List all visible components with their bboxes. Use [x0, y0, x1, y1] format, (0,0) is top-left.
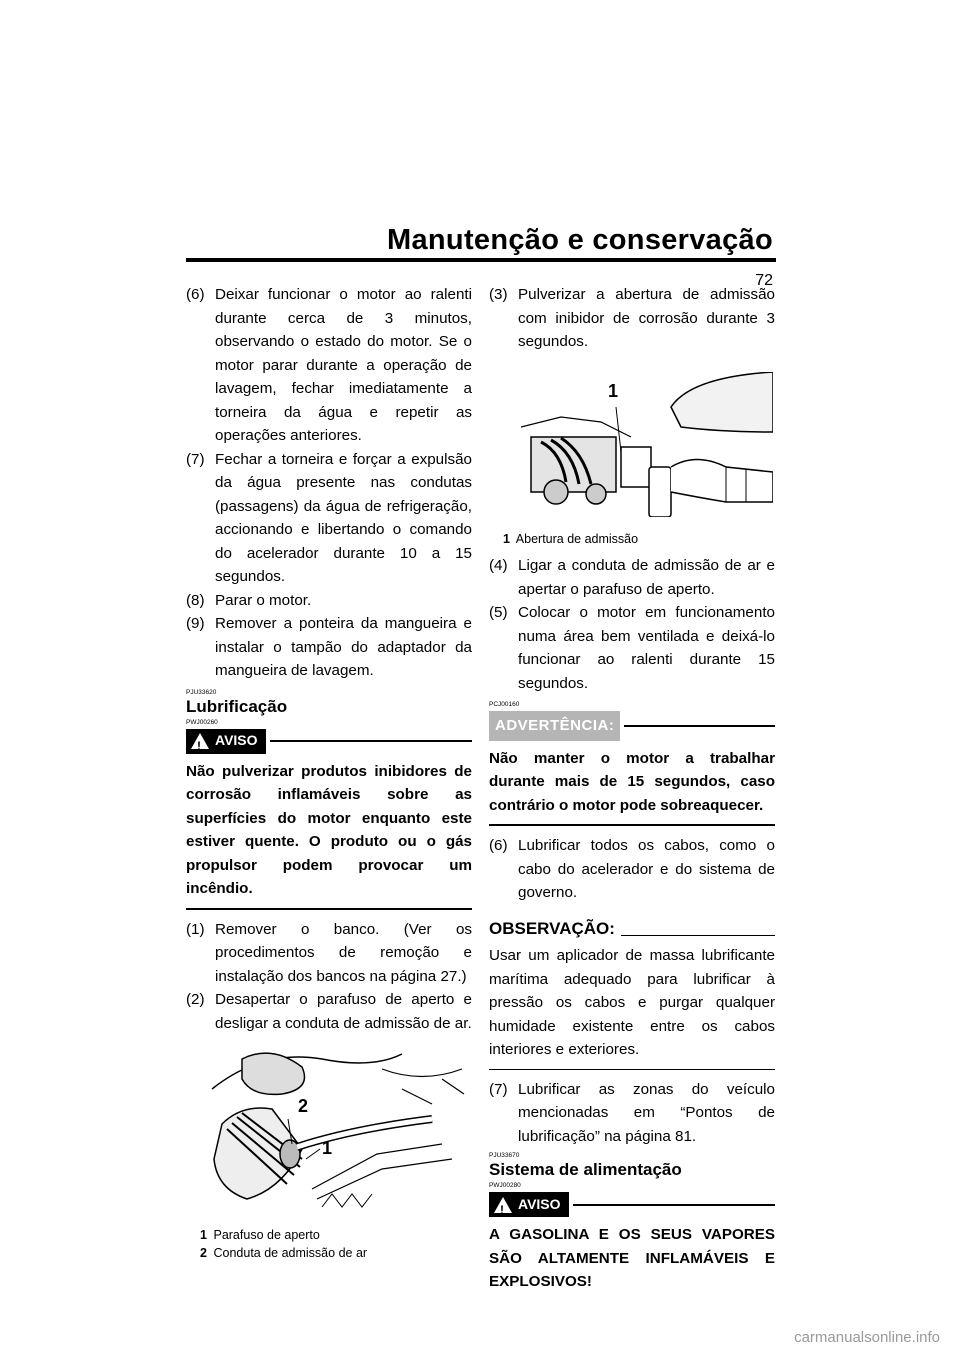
engine-illustration [202, 1049, 470, 1214]
note-header [489, 917, 775, 941]
step-item: (5) Colocar o motor em funcionamento numa área bem ventilada e deixá-lo funcionar ao ralenti durante 15 segundos. [489, 604, 775, 692]
divider [270, 740, 472, 742]
warning-header [186, 729, 472, 754]
step-item: (8) Parar o motor. [186, 591, 312, 609]
title-rule [186, 258, 776, 262]
warning-triangle-icon [191, 733, 209, 749]
warning-header [489, 1192, 775, 1217]
page-title: Manutenção e conservação [387, 224, 773, 256]
warning-text: A GASOLINA E OS SEUS VAPORES SÃO ALTAMENTE INFLAMÁVEIS E EXPLOSIVOS! [489, 1226, 775, 1290]
page-number: 72 [755, 272, 773, 289]
caution-text: Não manter o motor a trabalhar durante mais de 15 segundos, caso contrário o motor pode sobreaquecer. [489, 747, 775, 827]
note-text: Usar um aplicador de massa lubrificante marítima adequado para lubrificar à pressão os cabos e purgar qualquer humidade existente entre os cabos interiores e exteriores. [489, 944, 775, 1070]
warning-badge: ! AVISO [186, 729, 266, 754]
section-code: PJU33670 [489, 1152, 520, 1159]
caution-code: PCJ00160 [489, 701, 520, 708]
right-column [489, 283, 775, 1294]
section-title-alimentacao: Sistema de alimentação [489, 1160, 682, 1179]
figure-caption: 1 Parafuso de aperto 2 Conduta de admissão de ar [200, 1227, 368, 1260]
warning-text: Não pulverizar produtos inibidores de corrosão inflamáveis sobre as superfícies do motor enquanto este estiver quente. O produto ou o gás propulsor podem provocar um incêndio. [186, 760, 472, 910]
step-item: (7) Lubrificar as zonas do veículo mencionadas em “Pontos de lubrificação” na página 81. [489, 1080, 775, 1145]
caution-header [489, 711, 775, 741]
section-code: PJU33620 [186, 688, 217, 696]
watermark: carmanualsonline.info [794, 1329, 940, 1346]
step-item: (7) Fechar a torneira e forçar a expulsão da água presente nas condutas (passagens) da água de refrigeração, accionando e libertando o comando do acelerador durante 10 a 15 segundos. [186, 450, 472, 585]
figure-label-1: 1 [608, 380, 619, 401]
warning-triangle-icon [494, 1197, 512, 1213]
warning-code: PWJ00280 [489, 1182, 521, 1189]
figure-caption: 1 Abertura de admissão [503, 532, 639, 546]
figure-label-2: 2 [298, 1096, 309, 1116]
step-item: (6) Deixar funcionar o motor ao ralenti durante cerca de 3 minutos, observando o estado do motor. Se o motor parar durante a operação de lavagem, fechar imediatamente a torneira da água e repetir as operações anteriores. [186, 286, 472, 444]
figure-label-1: 1 [322, 1138, 333, 1158]
step-item: (4) Ligar a conduta de admissão de ar e apertar o parafuso de aperto. [489, 557, 775, 598]
step-item: (6) Lubrificar todos os cabos, como o cabo do acelerador e do sistema de governo. [489, 837, 775, 901]
warning-code: PWJ00260 [186, 718, 218, 726]
step-item: (9) Remover a ponteira da mangueira e instalar o tampão do adaptador da mangueira de lavagem. [186, 615, 472, 679]
caution-badge: ADVERTÊNCIA: [489, 711, 620, 741]
step-item: (3) Pulverizar a abertura de admissão com inibidor de corrosão durante 3 segundos. [489, 286, 775, 350]
divider [621, 935, 775, 936]
divider [624, 725, 775, 727]
divider [573, 1204, 775, 1206]
step-item: (2) Desapertar o parafuso de aperto e desligar a conduta de admissão de ar. [186, 991, 472, 1032]
figure-intake-duct [202, 1049, 472, 1222]
note-title: OBSERVAÇÃO: [489, 918, 615, 938]
section-title-lubrificacao: Lubrificação [186, 696, 288, 716]
figure-intake-opening [521, 372, 775, 525]
step-item: (1) Remover o banco. (Ver os procedimentos de remoção e instalação dos bancos na página 27.) [186, 920, 472, 985]
spray-illustration [521, 372, 773, 517]
warning-badge: ! AVISO [489, 1192, 569, 1217]
left-column [186, 283, 472, 1262]
